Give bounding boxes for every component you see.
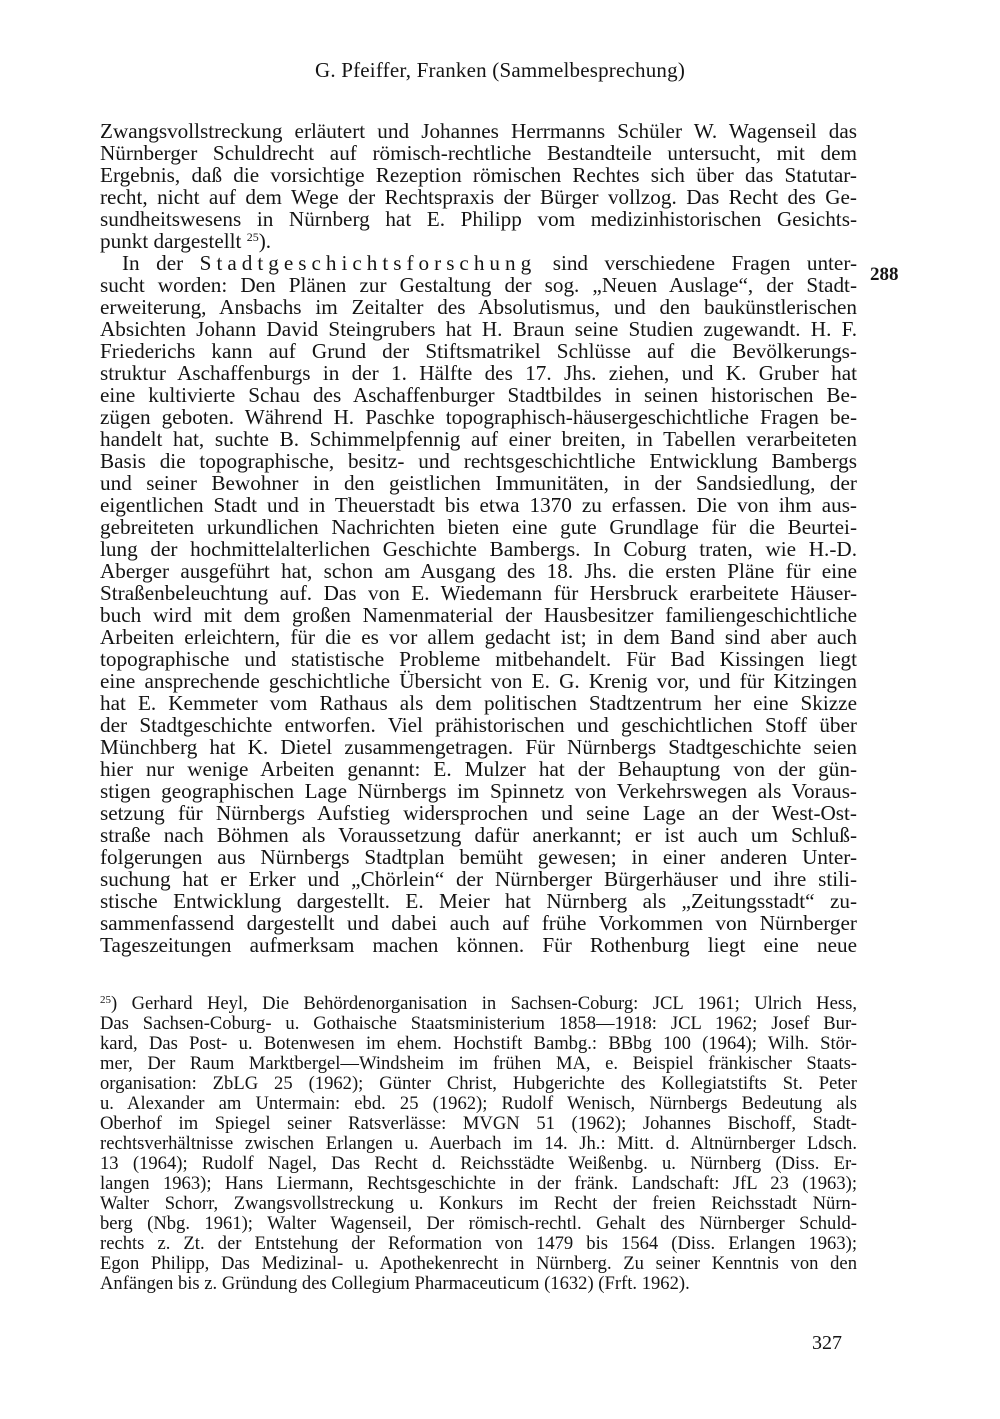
footnote-line-text: Gerhard Heyl, Die Behördenorganisation in Sachsen-Coburg: JCL 1961; Ulrich Hess, (131, 993, 857, 1014)
footnote-line: Anfängen bis z. Gründung des Collegium Pharmaceuticum (1632) (Frft. 1962). (100, 1273, 690, 1294)
footnote-line: organisation: ZbLG 25 (1962); Günter Christ, Hubgerichte des Kollegiatstifts St. Peter (100, 1073, 857, 1094)
body-line: Straßenbeleuchtung auf. Das von E. Wiedemann für Hersbruck erarbeitete Häuser- (100, 581, 857, 605)
body-line: setzung für Nürnbergs Aufstieg widersprochen und seine Lage an der West-Ost- (100, 801, 857, 825)
footnote-line: rechts z. Zt. der Entstehung der Reformation von 1479 bis 1564 (Diss. Erlangen 1963); (100, 1233, 857, 1254)
body-line: stische Entwicklung dargestellt. E. Meier hat Nürnberg als „Zeitungsstadt“ zu- (100, 889, 857, 913)
body-line: handelt hat, suchte B. Schimmelpfennig auf einer breiten, in Tabellen verarbeiteten (100, 427, 857, 451)
footnote-line: rechtsverhältnisse zwischen Erlangen u. Auerbach im 14. Jh.: Mitt. d. Altnürnberger Ldsch. (100, 1133, 857, 1154)
footnote-marker: 25 (100, 994, 111, 1006)
body-line: Tageszeitungen aufmerksam machen können. Für Rothenburg liegt eine neue (100, 933, 857, 957)
body-line-text: In der (122, 251, 184, 275)
body-line-text: sind verschiedene Fragen unter- (552, 251, 858, 275)
footnote-reference-suffix: ). (258, 229, 272, 253)
body-line: hat E. Kemmeter vom Rathaus als dem politischen Stadtzentrum her eine Skizze (100, 691, 857, 715)
running-header: G. Pfeiffer, Franken (Sammelbesprechung) (314, 58, 686, 82)
body-line: Friederichs kann auf Grund der Stiftsmatrikel Schlüsse auf die Bevölkerungs- (100, 339, 857, 363)
footnote-line: kard, Das Post- u. Botenwesen im ehem. Hochstift Bambg.: BBbg 100 (1964); Wilh. Stör- (100, 1033, 857, 1054)
footnote-line: langen 1963); Hans Liermann, Rechtsgeschichte in der fränk. Landschaft: JfL 23 (1963); (100, 1173, 857, 1194)
body-line: topographische und statistische Probleme mitbehandelt. Für Bad Kissingen liegt (100, 647, 857, 671)
page-number: 327 (812, 1332, 842, 1354)
footnote-line: berg (Nbg. 1961); Walter Wagenseil, Der römisch-rechtl. Gehalt des Nürnberger Schuld- (100, 1213, 857, 1234)
body-line: Arbeiten erleichtern, für die es vor allem gedacht ist; in dem Band sind aber auch (100, 625, 857, 649)
body-line: Münchberg hat K. Dietel zusammengetragen. Für Nürnbergs Stadtgeschichte seien (100, 735, 857, 759)
body-line: Ergebnis, daß die vorsichtige Rezeption römischen Rechtes sich über das Statutar- (100, 163, 857, 187)
footnote-reference: 25 (246, 230, 259, 244)
body-line: stigen geographischen Lage Nürnbergs im Spinnetz von Verkehrswegen als Voraus- (100, 779, 857, 803)
footnote-line: Walter Schorr, Zwangsvollstreckung u. Konkurs im Recht der freien Reichsstadt Nürn- (100, 1193, 857, 1214)
body-line: der Stadtgeschichte entworfen. Viel prähistorischen und geschichtlichen Stoff über (100, 713, 857, 737)
footnote-line: mer, Der Raum Marktbergel—Windsheim im frühen MA, e. Beispiel fränkischer Staats- (100, 1053, 857, 1074)
body-line: sundheitswesens in Nürnberg hat E. Philipp vom medizinhistorischen Gesichts- (100, 207, 857, 231)
body-line: zügen geboten. Während H. Paschke topographisch-häusergeschichtliche Fragen be- (100, 405, 857, 429)
footnote-marker-suffix: ) (111, 993, 118, 1014)
body-line (122, 252, 857, 274)
body-line: eigentlichen Stadt und in Theuerstadt bis etwa 1370 zu erfassen. Die von ihm aus- (100, 493, 857, 517)
emphasized-term: Stadtgeschichtsforschung (199, 251, 537, 275)
body-line: suchung hat er Erker und „Chörlein“ der Nürnberger Bürgerhäuser und ihre stili- (100, 867, 857, 891)
body-line: gebreiteten urkundlichen Nachrichten bieten eine gute Grundlage für die Beurtei- (100, 515, 857, 539)
body-line: sammenfassend dargestellt und dabei auch auf frühe Vorkommen von Nürnberger (100, 911, 857, 935)
body-line: sucht worden: Den Plänen zur Gestaltung der sog. „Neuen Auslage“, der Stadt- (100, 273, 857, 297)
body-line: Aberger ausgeführt hat, schon am Ausgang des 18. Jhs. die ersten Pläne für eine (100, 559, 857, 583)
body-line: buch wird mit dem großen Namenmaterial der Hausbesitzer familiengeschichtliche (100, 603, 857, 627)
body-line: eine kultivierte Schau des Aschaffenburger Stadtbildes in seinen historischen Be- (100, 383, 857, 407)
body-line: Basis die topographische, besitz- und rechtsgeschichtliche Entwicklung Bambergs (100, 449, 857, 473)
body-line: Nürnberger Schuldrecht auf römisch-rechtliche Bestandteile untersucht, mit dem (100, 141, 857, 165)
footnote-line: Egon Philipp, Das Medizinal- u. Apothekenrecht in Nürnberg. Zu seiner Kenntnis von den (100, 1253, 857, 1274)
footnote-line: Das Sachsen-Coburg- u. Gothaische Staatsministerium 1858—1918: JCL 1962; Josef Bur- (100, 1013, 857, 1034)
body-line: struktur Aschaffenburgs in der 1. Hälfte des 17. Jhs. ziehen, und K. Gruber hat (100, 361, 857, 385)
footnote-line: u. Alexander am Untermain: ebd. 25 (1962); Rudolf Wenisch, Nürnbergs Bedeutung als (100, 1093, 857, 1114)
body-line: Absichten Johann David Steingrubers hat H. Braun seine Studien zugewandt. H. F. (100, 317, 857, 341)
body-line: hier nur wenige Arbeiten genannt: E. Mulzer hat der Behauptung von der gün- (100, 757, 857, 781)
body-line: recht, nicht auf dem Wege der Rechtspraxis der Bürger vollzog. Das Recht des Ge- (100, 185, 857, 209)
footnote-line: Oberhof im Spiegel seiner Ratsverlässe: MVGN 51 (1962); Johannes Bischoff, Stadt- (100, 1113, 857, 1134)
margin-page-reference: 288 (870, 264, 899, 285)
body-line: folgerungen aus Nürnbergs Stadtplan bemüht gewesen; in einer anderen Unter- (100, 845, 857, 869)
body-line: straße nach Böhmen als Voraussetzung dafür anerkannt; er ist auch um Schluß- (100, 823, 857, 847)
footnote-line: 13 (1964); Rudolf Nagel, Das Recht d. Reichsstädte Weißenbg. u. Nürnberg (Diss. Er- (100, 1153, 857, 1174)
body-line: eine ansprechende geschichtliche Übersicht von E. G. Krenig vor, und für Kitzingen (100, 669, 857, 693)
body-line (100, 230, 857, 252)
footnote-line (100, 994, 857, 1014)
body-line: Zwangsvollstreckung erläutert und Johannes Herrmanns Schüler W. Wagenseil das (100, 119, 857, 143)
body-line: lung der hochmittelalterlichen Geschichte Bambergs. In Coburg traten, wie H.-D. (100, 537, 857, 561)
body-line: erweiterung, Ansbachs im Zeitalter des Absolutismus, und den baukünstlerischen (100, 295, 857, 319)
body-line-text: punkt dargestellt (100, 229, 242, 253)
body-line: und seiner Bewohner in den geistlichen Immunitäten, in der Sandsiedlung, der (100, 471, 857, 495)
